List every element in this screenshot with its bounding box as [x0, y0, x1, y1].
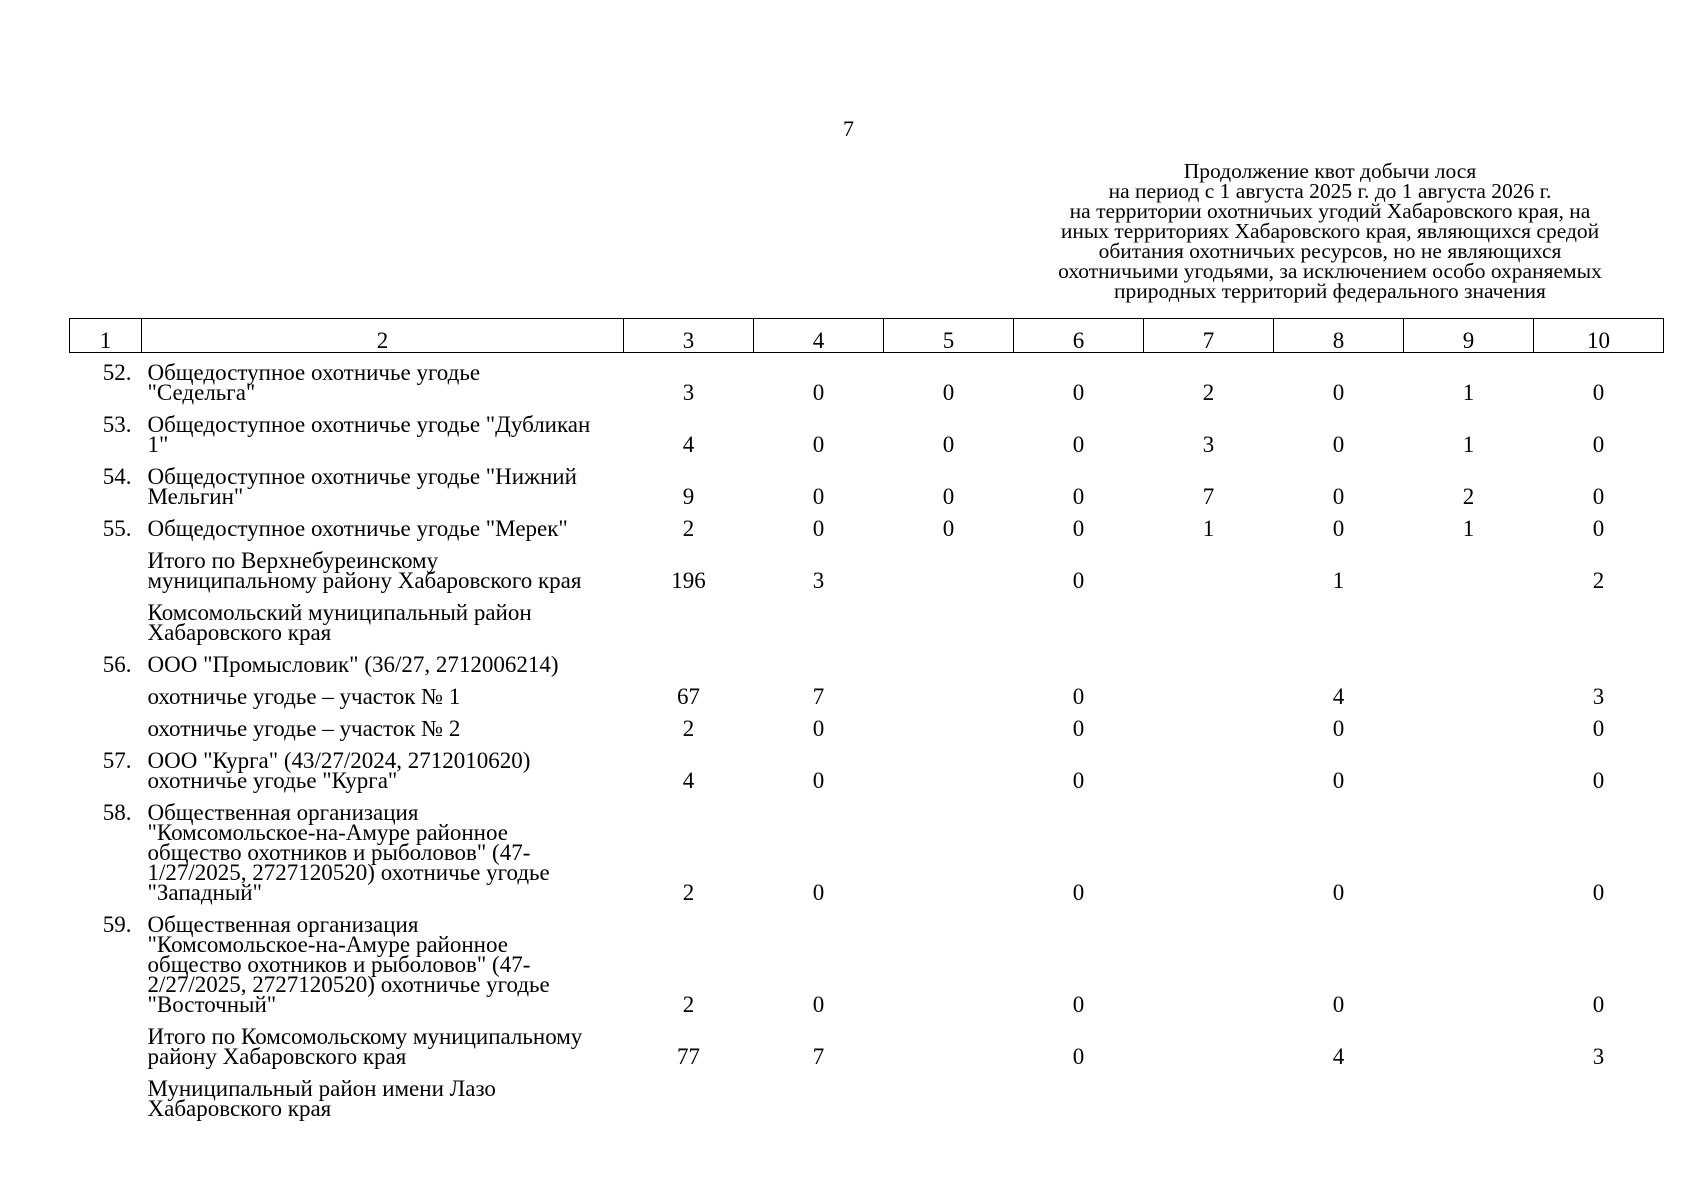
name-line: Комсомольский муниципальный район [147, 600, 532, 625]
quota-value-col-10: 0 [1592, 484, 1605, 509]
table-row [70, 1027, 1664, 1079]
name-line: "Комсомольское-на-Амуре районное [147, 932, 508, 957]
quota-value-col-7: 2 [1202, 380, 1215, 405]
quota-value-col-9 [1404, 751, 1534, 803]
name-line: Итого по Верхнебуреинскому [147, 548, 439, 573]
quota-value-col-10 [1534, 655, 1664, 687]
quota-value-col-10: 2 [1592, 568, 1605, 593]
quota-value-col-3 [624, 603, 754, 655]
hunting-ground-name [142, 652, 624, 687]
quota-value-col-10: 0 [1592, 716, 1605, 741]
name-line: 2/27/2025, 2727120520) охотничье угодье [147, 972, 550, 997]
hunting-ground-name [142, 1024, 624, 1079]
quota-value-col-6: 0 [1072, 1044, 1085, 1069]
column-number-header: 3 [624, 319, 754, 353]
quota-value-col-9 [1404, 655, 1534, 687]
row-number: 58. [102, 800, 132, 825]
quota-table [69, 318, 1664, 1119]
name-line: Общедоступное охотничье угодье "Дубликан [147, 412, 591, 437]
quota-value-col-7: 7 [1202, 484, 1215, 509]
quota-value-col-3: 2 [682, 880, 695, 905]
quota-value-col-10: 3 [1592, 684, 1605, 709]
heading-line: обитания охотничьих ресурсов, но не являющихся [1098, 239, 1562, 263]
name-line: ООО "Курга" (43/27/2024, 2712010620) [147, 748, 531, 773]
hunting-ground-name [142, 684, 624, 719]
name-line: муниципальному району Хабаровского края [147, 568, 582, 593]
quota-value-col-4: 0 [812, 484, 825, 509]
quota-value-col-8: 0 [1332, 716, 1345, 741]
quota-value-col-7 [1144, 551, 1274, 603]
quota-value-col-10: 3 [1592, 1044, 1605, 1069]
row-number: 57. [102, 748, 132, 773]
quota-value-col-4: 7 [812, 684, 825, 709]
quota-value-col-9 [1404, 915, 1534, 1027]
name-line: району Хабаровского края [147, 1044, 407, 1069]
quota-value-col-9 [1404, 719, 1534, 751]
quota-value-col-10: 0 [1592, 992, 1605, 1017]
name-line: Хабаровского края [147, 1096, 332, 1121]
quota-value-col-3: 196 [671, 568, 706, 593]
quota-value-col-7 [1144, 655, 1274, 687]
quota-value-col-8: 0 [1332, 516, 1345, 541]
quota-value-col-7 [1144, 603, 1274, 655]
row-number: 54. [102, 464, 132, 489]
heading-line: иных территориях Хабаровского края, являющихся средой [1060, 219, 1600, 243]
quota-value-col-3: 2 [682, 992, 695, 1017]
quota-value-col-8 [1274, 655, 1404, 687]
name-line: Общедоступное охотничье угодье "Мерек" [147, 516, 568, 541]
quota-value-col-5 [884, 1027, 1014, 1079]
quota-value-col-4: 0 [812, 880, 825, 905]
table-row [70, 353, 1664, 416]
name-line: охотничье угодье – участок № 2 [147, 716, 461, 741]
name-line: "Западный" [147, 880, 262, 905]
table-body [70, 353, 1664, 1120]
row-number: 56. [102, 652, 132, 677]
table-heading [1010, 161, 1650, 301]
row-number: 52. [102, 360, 132, 385]
quota-value-col-4: 0 [812, 516, 825, 541]
column-number-header: 7 [1144, 319, 1274, 353]
quota-value-col-7: 3 [1202, 432, 1215, 457]
name-line: Общедоступное охотничье угодье [147, 360, 481, 385]
row-number [70, 603, 142, 655]
quota-value-col-5: 0 [942, 516, 955, 541]
column-number-header: 8 [1274, 319, 1404, 353]
hunting-ground-name [142, 516, 624, 551]
quota-value-col-8: 1 [1332, 568, 1345, 593]
name-line: "Седельга" [147, 380, 256, 405]
heading-line: Продолжение квот добычи лося [1183, 159, 1477, 183]
quota-value-col-7: 1 [1202, 516, 1215, 541]
quota-value-col-8: 4 [1332, 684, 1345, 709]
hunting-ground-name [142, 748, 624, 803]
quota-value-col-6: 0 [1072, 568, 1085, 593]
column-number-row [70, 319, 1664, 353]
name-line: "Комсомольское-на-Амуре районное [147, 820, 508, 845]
table-row [70, 719, 1664, 751]
hunting-ground-name [142, 716, 624, 751]
name-line: ООО "Промысловик" (36/27, 2712006214) [147, 652, 559, 677]
heading-line: охотничьими угодьями, за исключением особо охраняемых [1058, 259, 1602, 283]
quota-value-col-9 [1404, 603, 1534, 655]
name-line: Общественная организация [147, 800, 419, 825]
column-number-header: 2 [142, 319, 624, 353]
hunting-ground-name [142, 412, 624, 467]
quota-value-col-10: 0 [1592, 432, 1605, 457]
quota-value-col-10: 0 [1592, 768, 1605, 793]
quota-value-col-7 [1144, 803, 1274, 915]
quota-value-col-8 [1274, 603, 1404, 655]
quota-value-col-6: 0 [1072, 432, 1085, 457]
name-line: Общедоступное охотничье угодье "Нижний [147, 464, 577, 489]
quota-value-col-9 [1404, 803, 1534, 915]
quota-value-col-9 [1404, 687, 1534, 719]
quota-value-col-10: 0 [1592, 516, 1605, 541]
quota-value-col-6: 0 [1072, 516, 1085, 541]
quota-value-col-3: 3 [682, 380, 695, 405]
quota-value-col-7 [1144, 751, 1274, 803]
table-row [70, 467, 1664, 519]
quota-value-col-7 [1144, 719, 1274, 751]
quota-value-col-3: 67 [677, 684, 700, 709]
quota-value-col-6 [1014, 603, 1144, 655]
quota-value-col-6: 0 [1072, 992, 1085, 1017]
quota-value-col-4 [754, 1079, 884, 1119]
quota-value-col-10 [1534, 603, 1664, 655]
quota-value-col-6: 0 [1072, 684, 1085, 709]
quota-value-col-5 [884, 655, 1014, 687]
quota-value-col-6 [1014, 1079, 1144, 1119]
table-row [70, 915, 1664, 1027]
hunting-ground-name [142, 548, 624, 603]
row-number [70, 1027, 142, 1079]
quota-value-col-7 [1144, 915, 1274, 1027]
column-number-header: 9 [1404, 319, 1534, 353]
quota-value-col-8: 0 [1332, 432, 1345, 457]
table-row [70, 1079, 1664, 1119]
quota-value-col-9 [1404, 551, 1534, 603]
quota-value-col-9 [1404, 1027, 1534, 1079]
quota-value-col-4: 0 [812, 992, 825, 1017]
quota-value-col-4: 0 [812, 768, 825, 793]
quota-value-col-3: 77 [677, 1044, 700, 1069]
table-row [70, 415, 1664, 467]
quota-value-col-10: 0 [1592, 380, 1605, 405]
quota-value-col-6: 0 [1072, 880, 1085, 905]
quota-value-col-8: 4 [1332, 1044, 1345, 1069]
hunting-ground-name [142, 600, 624, 655]
row-number [70, 687, 142, 719]
quota-value-col-5: 0 [942, 432, 955, 457]
quota-value-col-8: 0 [1332, 380, 1345, 405]
heading-line: природных территорий федерального значения [1114, 279, 1546, 303]
quota-value-col-5 [884, 1079, 1014, 1119]
quota-value-col-5 [884, 687, 1014, 719]
quota-value-col-10 [1534, 1079, 1664, 1119]
quota-value-col-3 [624, 1079, 754, 1119]
quota-value-col-5 [884, 751, 1014, 803]
quota-value-col-3: 9 [682, 484, 695, 509]
hunting-ground-name [142, 464, 624, 519]
quota-value-col-4 [754, 603, 884, 655]
quota-value-col-9: 1 [1462, 516, 1475, 541]
quota-value-col-4: 0 [812, 380, 825, 405]
table-row [70, 687, 1664, 719]
table-row [70, 655, 1664, 687]
quota-value-col-3: 4 [682, 432, 695, 457]
quota-value-col-6: 0 [1072, 484, 1085, 509]
name-line: Итого по Комсомольскому муниципальному [147, 1024, 583, 1049]
quota-value-col-8: 0 [1332, 992, 1345, 1017]
page-number: 7 [843, 116, 854, 141]
hunting-ground-name [142, 800, 624, 915]
quota-value-col-9 [1404, 1079, 1534, 1119]
column-number-header: 1 [70, 319, 142, 353]
quota-value-col-4: 7 [812, 1044, 825, 1069]
quota-value-col-5: 0 [942, 484, 955, 509]
name-line: "Восточный" [147, 992, 277, 1017]
quota-value-col-8: 0 [1332, 484, 1345, 509]
row-number [70, 551, 142, 603]
quota-value-col-9: 1 [1462, 432, 1475, 457]
quota-value-col-9: 1 [1462, 380, 1475, 405]
column-number-header: 6 [1014, 319, 1144, 353]
quota-value-col-6: 0 [1072, 716, 1085, 741]
quota-value-col-4: 0 [812, 716, 825, 741]
row-number [70, 719, 142, 751]
quota-value-col-5 [884, 603, 1014, 655]
quota-value-col-8: 0 [1332, 880, 1345, 905]
quota-value-col-6 [1014, 655, 1144, 687]
column-number-header: 5 [884, 319, 1014, 353]
quota-value-col-4: 3 [812, 568, 825, 593]
name-line: Хабаровского края [147, 620, 332, 645]
quota-value-col-4: 0 [812, 432, 825, 457]
heading-line: на территории охотничьих угодий Хабаровского края, на [1069, 199, 1591, 223]
quota-value-col-5 [884, 915, 1014, 1027]
quota-value-col-5: 0 [942, 380, 955, 405]
name-line: охотничье угодье – участок № 1 [147, 684, 461, 709]
table-row [70, 603, 1664, 655]
row-number: 55. [102, 516, 132, 541]
quota-value-col-3: 4 [682, 768, 695, 793]
quota-value-col-8 [1274, 1079, 1404, 1119]
name-line: охотничье угодье "Курга" [147, 768, 398, 793]
row-number: 53. [102, 412, 132, 437]
quota-value-col-7 [1144, 1027, 1274, 1079]
quota-value-col-6: 0 [1072, 768, 1085, 793]
name-line: 1/27/2025, 2727120520) охотничье угодье [147, 860, 550, 885]
table-row [70, 751, 1664, 803]
quota-value-col-9: 2 [1462, 484, 1475, 509]
column-number-header: 10 [1534, 319, 1664, 353]
hunting-ground-name [142, 353, 624, 416]
quota-value-col-4 [754, 655, 884, 687]
row-number [70, 1079, 142, 1119]
quota-value-col-7 [1144, 687, 1274, 719]
table-row [70, 803, 1664, 915]
name-line: общество охотников и рыболовов" (47- [147, 840, 531, 865]
quota-value-col-3: 2 [682, 716, 695, 741]
hunting-ground-name [142, 912, 624, 1027]
table-row [70, 551, 1664, 603]
quota-value-col-8: 0 [1332, 768, 1345, 793]
quota-value-col-10: 0 [1592, 880, 1605, 905]
name-line: Общественная организация [147, 912, 419, 937]
name-line: Муниципальный район имени Лазо [147, 1076, 496, 1101]
table-row [70, 519, 1664, 551]
name-line: 1" [147, 432, 169, 457]
quota-value-col-7 [1144, 1079, 1274, 1119]
quota-value-col-5 [884, 803, 1014, 915]
quota-value-col-3 [624, 655, 754, 687]
hunting-ground-name [142, 1076, 624, 1121]
row-number: 59. [102, 912, 132, 937]
name-line: общество охотников и рыболовов" (47- [147, 952, 531, 977]
quota-value-col-5 [884, 719, 1014, 751]
quota-value-col-5 [884, 551, 1014, 603]
name-line: Мельгин" [147, 484, 244, 509]
quota-value-col-6: 0 [1072, 380, 1085, 405]
column-number-header: 4 [754, 319, 884, 353]
quota-value-col-3: 2 [682, 516, 695, 541]
heading-line: на период с 1 августа 2025 г. до 1 августа 2026 г. [1108, 179, 1552, 203]
